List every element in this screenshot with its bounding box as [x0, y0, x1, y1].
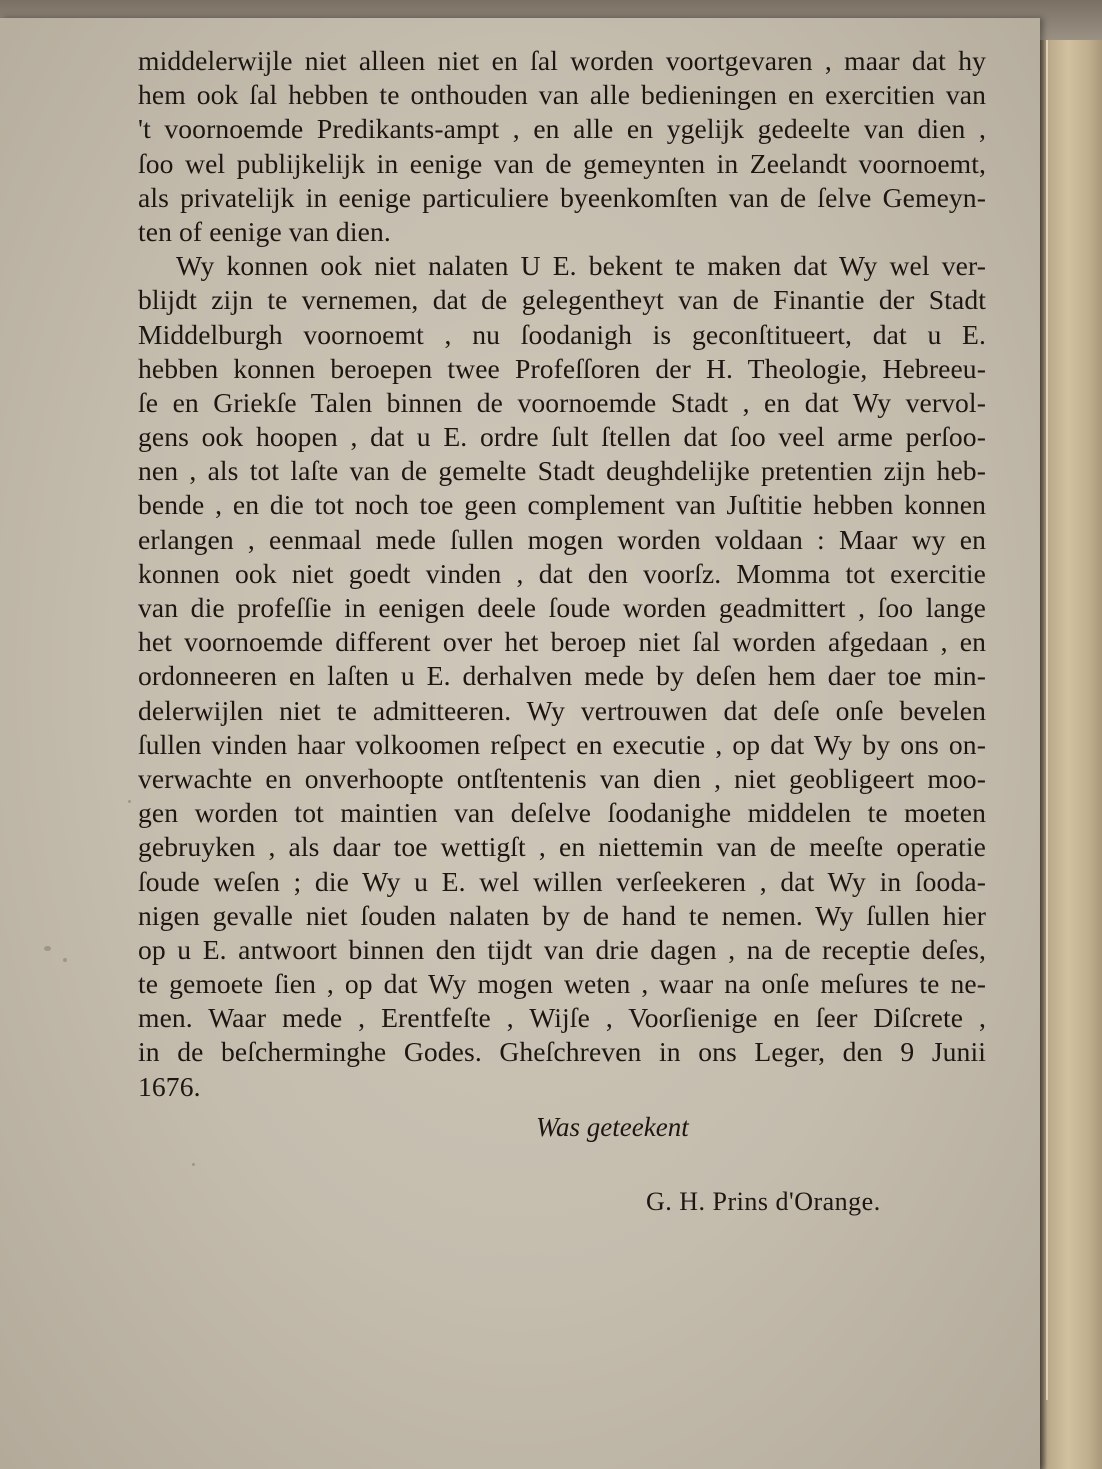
text-line: ſe en Griekſe Talen binnen de voornoemde Stadt , en dat Wy vervol- [138, 386, 986, 418]
text-line: ſoo wel publijkelijk in eenige van de gemeynten in Zeelandt voornoemt, [138, 147, 986, 179]
text-line: nen , als tot laſte van de gemelte Stadt deughdelijke pretentien zijn heb- [138, 455, 986, 487]
text-line: ten of eenige van dien. [138, 215, 391, 247]
paragraph-start-line: Wy konnen ook niet nalaten U E. bekent te maken dat Wy wel ver- [176, 250, 986, 282]
text-line: delerwijlen niet te admitteeren. Wy vertrouwen dat deſe onſe bevelen [138, 694, 986, 726]
text-line: als privatelijk in eenige particuliere byeenkomſten van de ſelve Gemeyn- [138, 181, 986, 213]
text-line: bende , en die tot noch toe geen complement van Juſtitie hebben konnen [138, 489, 986, 521]
text-line: middelerwijle niet alleen niet en ſal worden voortgevaren , maar dat hy [138, 45, 986, 76]
text-line: ordonneeren en laſten u E. derhalven mede by deſen hem daer toe min- [138, 660, 986, 692]
text-line: 't voornoemde Predikants-ampt , en alle en ygelijk gedeelte van dien , [138, 113, 986, 145]
text-line: nigen gevalle niet ſouden nalaten by de hand te nemen. Wy ſullen hier [138, 899, 986, 931]
text-line: erlangen , eenmaal mede ſullen mogen worden voldaan : Maar wy en [138, 523, 986, 555]
text-line: konnen ook niet goedt vinden , dat den voorſz. Momma tot exercitie [138, 557, 986, 589]
next-page-edge [1040, 40, 1102, 1469]
text-line: van die profeſſie in eenigen deele ſoude worden geadmittert , ſoo lange [138, 592, 986, 623]
letter-body [138, 44, 986, 1104]
text-line: men. Waar mede , Erentfeſte , Wijſe , Voorſienige en ſeer Diſcrete , [138, 1002, 986, 1034]
text-line: gen worden tot maintien van deſelve ſoodanighe middelen te moeten [138, 797, 986, 829]
paper-speck [192, 1163, 195, 1166]
text-line: gebruyken , als daar toe wettigſt , en niettemin van de meeſte operatie [138, 831, 986, 863]
text-line: hebben konnen beroepen twee Profeſſoren der H. Theologie, Hebreeu- [138, 352, 986, 384]
text-line: op u E. antwoort binnen den tijdt van drie dagen , na de receptie deſes, [138, 933, 986, 965]
text-line: in de beſcherminghe Godes. Gheſchreven in ons Leger, den 9 Junii [138, 1036, 986, 1068]
text-line: Middelburgh voornoemt , nu ſoodanigh is geconſtitueert, dat u E. [138, 318, 986, 350]
date-line: 1676. [138, 1070, 201, 1102]
paper-speck [44, 946, 51, 951]
text-line: te gemoete ſien , op dat Wy mogen weten , waar na onſe meſures te ne- [138, 968, 986, 1000]
paper-speck [128, 800, 131, 803]
text-line: blijdt zijn te vernemen, dat de gelegentheyt van de Finantie der Stadt [138, 284, 986, 316]
text-line: het voornoemde different over het beroep niet ſal worden afgedaan , en [138, 626, 986, 658]
text-line: hem ook ſal hebben te onthouden van alle bedieningen en exercitien van [138, 79, 986, 111]
signed-label: Was geteekent [536, 1112, 689, 1142]
signature-line: G. H. Prins d'Orange. [646, 1187, 881, 1216]
paper-speck [63, 958, 67, 962]
text-line: gens ook hoopen , dat u E. ordre ſult ſtellen dat ſoo veel arme perſoo- [138, 421, 986, 453]
text-line: verwachte en onverhoopte ontſtentenis van dien , niet geobligeert moo- [138, 762, 986, 794]
text-line: ſoude weſen ; die Wy u E. wel willen verſeekeren , dat Wy in ſooda- [138, 865, 986, 897]
page-edge-highlight [1046, 40, 1048, 1400]
text-line: ſullen vinden haar volkoomen reſpect en executie , op dat Wy by ons on- [138, 728, 986, 760]
